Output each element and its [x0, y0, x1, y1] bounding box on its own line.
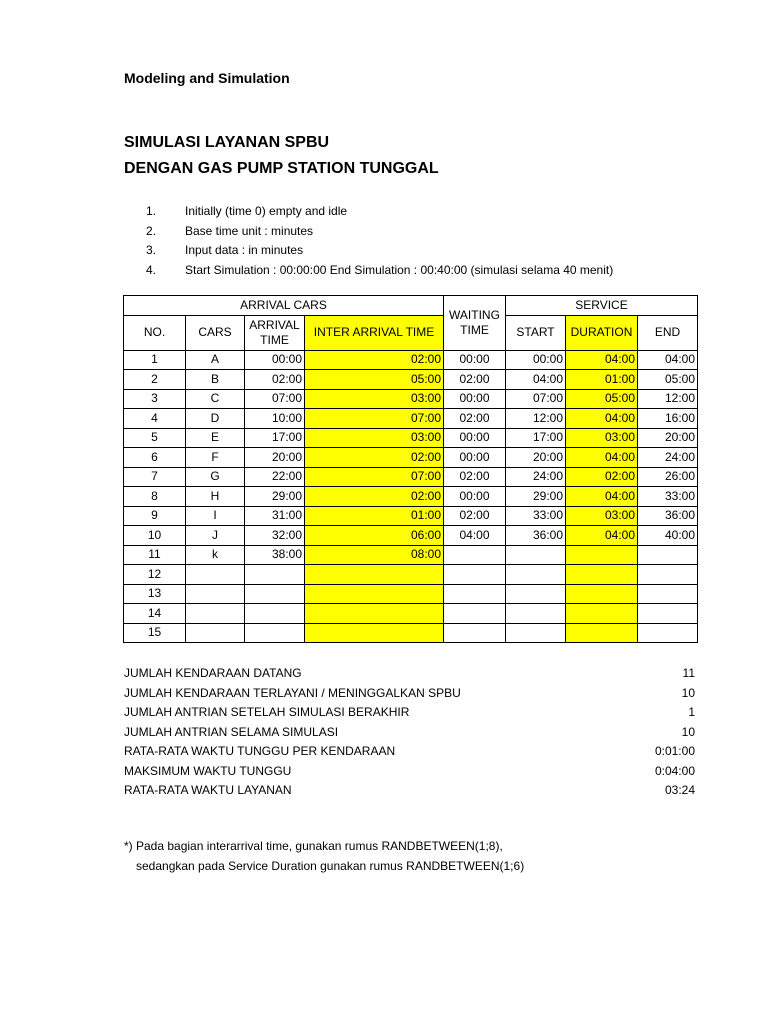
car-id-cell: F — [186, 448, 245, 468]
document-title-line2: DENGAN GAS PUMP STATION TUNGGAL — [124, 160, 439, 177]
service-start-cell — [506, 584, 566, 604]
arrival-time-cell: 32:00 — [245, 526, 305, 546]
summary-value: 11 — [682, 666, 695, 680]
service-start-cell — [506, 623, 566, 643]
service-group-header: SERVICE — [506, 296, 698, 316]
service-end-cell: 40:00 — [638, 526, 698, 546]
summary-label: JUMLAH KENDARAAN TERLAYANI / MENINGGALKAN SPBU — [124, 685, 461, 700]
summary-row — [124, 762, 695, 782]
arrival-time-cell — [245, 623, 305, 643]
duration-column-header: DURATION — [566, 315, 638, 350]
table-row — [124, 448, 698, 468]
car-id-cell: E — [186, 428, 245, 448]
table-row — [124, 350, 698, 370]
summary-row — [124, 781, 695, 801]
arrival-time-cell: 22:00 — [245, 467, 305, 487]
waiting-time-cell: 00:00 — [444, 350, 506, 370]
waiting-time-cell: 02:00 — [444, 370, 506, 390]
service-end-cell: 24:00 — [638, 448, 698, 468]
row-number-cell: 1 — [124, 350, 186, 370]
service-start-cell: 12:00 — [506, 409, 566, 429]
no-column-header: NO. — [124, 315, 186, 350]
arrival-time-cell — [245, 604, 305, 624]
row-number-cell: 3 — [124, 389, 186, 409]
service-duration-cell — [566, 604, 638, 624]
arrival-time-cell: 02:00 — [245, 370, 305, 390]
inter-arrival-time-cell — [305, 604, 444, 624]
service-end-cell: 20:00 — [638, 428, 698, 448]
service-end-cell — [638, 545, 698, 565]
waiting-time-cell: 00:00 — [444, 487, 506, 507]
inter-arrival-time-cell: 07:00 — [305, 409, 444, 429]
step-item — [146, 241, 613, 261]
service-start-cell: 07:00 — [506, 389, 566, 409]
step-number: 4. — [146, 262, 157, 277]
row-number-cell: 9 — [124, 506, 186, 526]
inter-arrival-time-cell — [305, 623, 444, 643]
car-id-cell: H — [186, 487, 245, 507]
step-text: Base time unit : minutes — [185, 223, 314, 238]
car-id-cell: I — [186, 506, 245, 526]
table-row — [124, 370, 698, 390]
row-number-cell: 14 — [124, 604, 186, 624]
waiting-time-cell: 02:00 — [444, 506, 506, 526]
row-number-cell: 11 — [124, 545, 186, 565]
row-number-cell: 15 — [124, 623, 186, 643]
service-duration-cell: 01:00 — [566, 370, 638, 390]
service-duration-cell — [566, 545, 638, 565]
service-end-cell: 04:00 — [638, 350, 698, 370]
service-duration-cell: 04:00 — [566, 526, 638, 546]
step-text: Start Simulation : 00:00:00 End Simulation : 00:40:00 (simulasi selama 40 menit) — [185, 262, 614, 277]
simulation-table — [123, 295, 698, 643]
service-start-cell: 29:00 — [506, 487, 566, 507]
inter-arrival-time-cell: 08:00 — [305, 545, 444, 565]
arrival-time-cell — [245, 565, 305, 585]
inter-arrival-time-cell: 07:00 — [305, 467, 444, 487]
summary-label: JUMLAH ANTRIAN SETELAH SIMULASI BERAKHIR — [124, 705, 410, 719]
service-start-cell: 04:00 — [506, 370, 566, 390]
inter-arrival-time-cell: 02:00 — [305, 487, 444, 507]
row-number-cell: 12 — [124, 565, 186, 585]
end-column-header: END — [638, 315, 698, 350]
car-id-cell: G — [186, 467, 245, 487]
step-number: 2. — [146, 223, 157, 238]
waiting-time-cell: 04:00 — [444, 526, 506, 546]
document-title-line1: SIMULASI LAYANAN SPBU — [124, 134, 330, 151]
inter-arrival-time-cell — [305, 584, 444, 604]
car-id-cell: D — [186, 409, 245, 429]
waiting-time-cell — [444, 623, 506, 643]
summary-label: RATA-RATA WAKTU LAYANAN — [124, 783, 292, 797]
summary-value: 10 — [681, 685, 695, 700]
car-id-cell: B — [186, 370, 245, 390]
service-end-cell: 05:00 — [638, 370, 698, 390]
waiting-time-cell — [444, 545, 506, 565]
step-text: Input data : in minutes — [185, 243, 304, 257]
step-item — [146, 261, 613, 281]
service-start-cell: 17:00 — [506, 428, 566, 448]
row-number-cell: 5 — [124, 428, 186, 448]
table-row — [124, 623, 698, 643]
waiting-time-cell — [444, 565, 506, 585]
inter-arrival-time-cell: 02:00 — [305, 350, 444, 370]
service-start-cell: 20:00 — [506, 448, 566, 468]
table-row — [124, 487, 698, 507]
row-number-cell: 4 — [124, 409, 186, 429]
footnote-line1: *) Pada bagian interarrival time, gunakan rumus RANDBETWEEN(1;8), — [124, 839, 503, 853]
summary-row — [124, 664, 695, 684]
service-duration-cell: 04:00 — [566, 487, 638, 507]
inter-arrival-time-cell: 05:00 — [305, 370, 444, 390]
summary-value: 10 — [681, 724, 695, 739]
summary-value: 1 — [688, 705, 695, 719]
summary-row — [124, 723, 695, 743]
inter-arrival-time-cell: 03:00 — [305, 389, 444, 409]
table-row — [124, 467, 698, 487]
row-number-cell: 10 — [124, 526, 186, 546]
step-item — [146, 202, 613, 222]
step-item — [146, 222, 613, 242]
row-number-cell: 2 — [124, 370, 186, 390]
arrival-time-cell: 00:00 — [245, 350, 305, 370]
car-id-cell: k — [186, 545, 245, 565]
arrival-time-cell: 38:00 — [245, 545, 305, 565]
arrival-time-cell: 07:00 — [245, 389, 305, 409]
service-end-cell: 26:00 — [638, 467, 698, 487]
service-duration-cell: 02:00 — [566, 467, 638, 487]
waiting-time-cell: 00:00 — [444, 448, 506, 468]
car-id-cell: C — [186, 389, 245, 409]
service-end-cell — [638, 584, 698, 604]
service-end-cell — [638, 565, 698, 585]
table-row — [124, 428, 698, 448]
service-start-cell — [506, 545, 566, 565]
cars-column-header: CARS — [186, 315, 245, 350]
table-row — [124, 545, 698, 565]
service-end-cell: 33:00 — [638, 487, 698, 507]
service-duration-cell: 03:00 — [566, 428, 638, 448]
car-id-cell — [186, 565, 245, 585]
summary-row — [124, 684, 695, 704]
summary-label: RATA-RATA WAKTU TUNGGU PER KENDARAAN — [124, 744, 396, 758]
service-start-cell: 33:00 — [506, 506, 566, 526]
arrival-time-cell: 29:00 — [245, 487, 305, 507]
service-duration-cell: 04:00 — [566, 409, 638, 429]
service-end-cell: 12:00 — [638, 389, 698, 409]
service-duration-cell: 03:00 — [566, 506, 638, 526]
start-column-header: START — [506, 315, 566, 350]
car-id-cell — [186, 623, 245, 643]
service-duration-cell — [566, 584, 638, 604]
step-number: 3. — [146, 243, 157, 257]
waiting-time-cell — [444, 604, 506, 624]
service-duration-cell — [566, 623, 638, 643]
service-start-cell — [506, 604, 566, 624]
table-row — [124, 584, 698, 604]
service-end-cell — [638, 623, 698, 643]
table-row — [124, 506, 698, 526]
waiting-time-cell: 00:00 — [444, 428, 506, 448]
waiting-time-header: WAITING TIME — [444, 296, 506, 351]
service-start-cell: 36:00 — [506, 526, 566, 546]
service-end-cell — [638, 604, 698, 624]
summary-value: 0:04:00 — [654, 763, 695, 778]
table-row — [124, 604, 698, 624]
assumptions-list — [146, 202, 613, 280]
inter-arrival-time-cell — [305, 565, 444, 585]
step-text: Initially (time 0) empty and idle — [185, 204, 348, 218]
summary-label: JUMLAH KENDARAAN DATANG — [124, 666, 302, 680]
summary-row — [124, 742, 695, 762]
summary-label: JUMLAH ANTRIAN SELAMA SIMULASI — [124, 724, 339, 739]
row-number-cell: 7 — [124, 467, 186, 487]
service-duration-cell: 04:00 — [566, 350, 638, 370]
car-id-cell — [186, 604, 245, 624]
arrival-time-cell: 31:00 — [245, 506, 305, 526]
service-start-cell: 24:00 — [506, 467, 566, 487]
row-number-cell: 6 — [124, 448, 186, 468]
summary-row — [124, 703, 695, 723]
step-number: 1. — [146, 204, 157, 218]
summary-section — [124, 664, 695, 801]
inter-arrival-time-cell: 03:00 — [305, 428, 444, 448]
service-start-cell: 00:00 — [506, 350, 566, 370]
table-row — [124, 526, 698, 546]
arrival-time-cell: 17:00 — [245, 428, 305, 448]
arrival-cars-group-header: ARRIVAL CARS — [124, 296, 444, 316]
waiting-time-cell: 02:00 — [444, 467, 506, 487]
waiting-time-cell: 02:00 — [444, 409, 506, 429]
footnote-line2: sedangkan pada Service Duration gunakan rumus RANDBETWEEN(1;6) — [136, 859, 525, 873]
row-number-cell: 8 — [124, 487, 186, 507]
table-row — [124, 389, 698, 409]
inter-arrival-time-cell: 02:00 — [305, 448, 444, 468]
service-end-cell: 16:00 — [638, 409, 698, 429]
car-id-cell: A — [186, 350, 245, 370]
document-header: Modeling and Simulation — [124, 70, 290, 86]
waiting-time-cell: 00:00 — [444, 389, 506, 409]
arrival-time-cell: 20:00 — [245, 448, 305, 468]
table-row — [124, 565, 698, 585]
inter-arrival-time-cell: 06:00 — [305, 526, 444, 546]
inter-arrival-time-column-header: INTER ARRIVAL TIME — [305, 315, 444, 350]
inter-arrival-time-cell: 01:00 — [305, 506, 444, 526]
service-duration-cell — [566, 565, 638, 585]
arrival-time-cell: 10:00 — [245, 409, 305, 429]
waiting-time-cell — [444, 584, 506, 604]
service-duration-cell: 04:00 — [566, 448, 638, 468]
summary-label: MAKSIMUM WAKTU TUNGGU — [124, 763, 292, 778]
arrival-time-column-header: ARRIVAL TIME — [245, 315, 305, 350]
table-row — [124, 409, 698, 429]
car-id-cell: J — [186, 526, 245, 546]
summary-value: 03:24 — [664, 783, 695, 797]
car-id-cell — [186, 584, 245, 604]
service-start-cell — [506, 565, 566, 585]
service-duration-cell: 05:00 — [566, 389, 638, 409]
arrival-time-cell — [245, 584, 305, 604]
row-number-cell: 13 — [124, 584, 186, 604]
summary-value: 0:01:00 — [654, 744, 695, 758]
footnote — [124, 836, 524, 876]
service-end-cell: 36:00 — [638, 506, 698, 526]
